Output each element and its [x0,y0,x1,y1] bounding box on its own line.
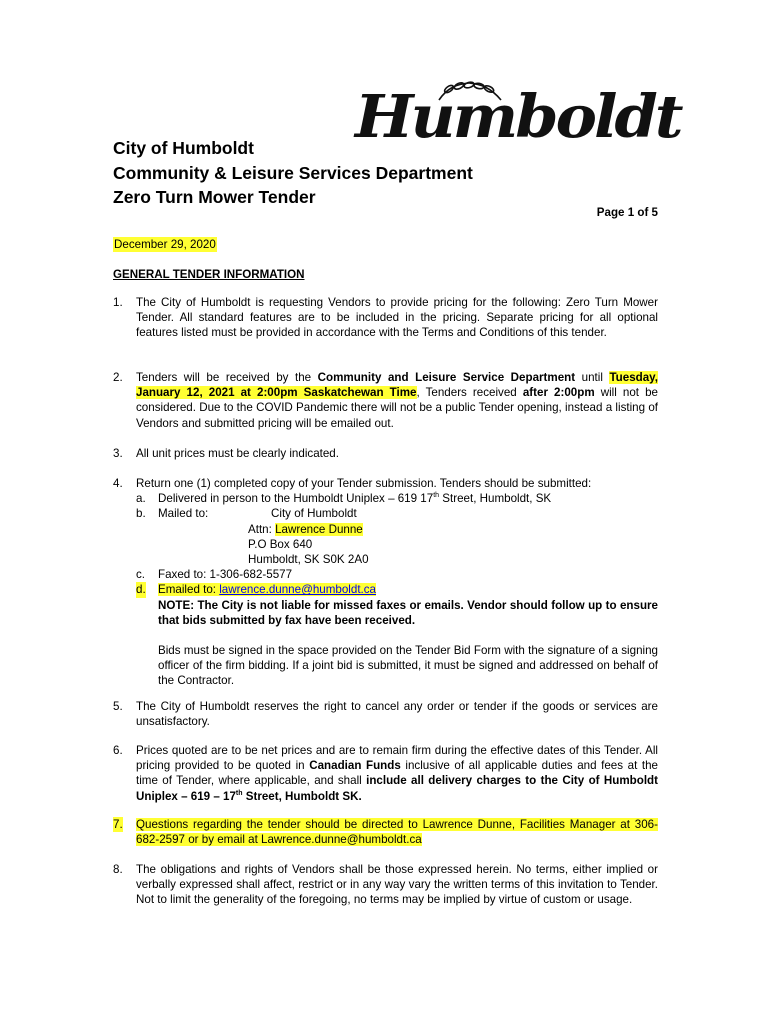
page-number: Page 1 of 5 [596,206,658,219]
item-text: The City of Humboldt reserves the right to cancel any order or tender if the goods or services are unsatisfactory. [136,700,658,729]
section-heading: GENERAL TENDER INFORMATION [113,268,305,281]
item-number: 3. [113,447,123,460]
item-text: The obligations and rights of Vendors shall be those expressed herein. No terms, either implied or verbally expressed shall affect, restrict or in any way vary the written terms of this invitation to Tender. Not to limit the generality of the foregoing, no terms may be implied by virtue of custom or usage. [136,863,658,907]
mailing-address-box: P.O Box 640 [248,537,313,551]
fax-email-note: NOTE: The City is not liable for missed faxes or emails. Vendor should follow up to ensure that bids submitted by fax have been received. [158,598,658,627]
item-text [136,817,658,847]
list-item-8 [113,862,658,908]
sub-item-b: b. Mailed to: City of Humboldt [136,507,357,521]
mailing-address-line-1: City of Humboldt [271,507,357,521]
list-item-1 [113,295,658,341]
item-number: 2. [113,371,123,384]
item-number: 1. [113,296,123,309]
department-name: Community and Leisure Service Department [317,371,576,384]
email-link[interactable]: lawrence.dunne@humboldt.ca [219,583,377,597]
deadline-highlight: Tuesday, January 12, 2021 at 2:00pm Saskatchewan Time [136,371,658,400]
list-item-7 [113,817,658,847]
item-text: Return one (1) completed copy of your Tender submission. Tenders should be submitted: [136,477,592,490]
title-line-city: City of Humboldt [113,138,254,158]
sub-item-a: a. Delivered in person to the Humboldt Uniplex – 619 17th Street, Humboldt, SK [136,492,552,506]
document-date: December 29, 2020 [114,238,216,251]
item-number: 6. [113,744,123,757]
title-line-department: Community & Leisure Services Department [113,162,473,183]
bid-signing-note: Bids must be signed in the space provided on the Tender Bid Form with the signature of a signing officer of the firm bidding. If a joint bid is submitted, it must be signed and addressed on behalf of the Contractor. [158,644,658,688]
item-number: 5. [113,700,123,713]
list-item-2 [113,370,658,431]
questions-contact-highlight: Questions regarding the tender should be directed to Lawrence Dunne, Facilities Manager at 306-682-2597 or by email at Lawrence.dunne@humboldt.ca [136,818,658,847]
contact-name: Lawrence Dunne [275,522,363,536]
mailing-address-attn: Attn: Lawrence Dunne [248,522,363,536]
logo-wordmark: Humboldt [355,81,681,152]
item-text: Tenders will be received by the Community and Leisure Service Department until Tuesday, January 12, 2021 at 2:00pm Saskatchewan Time, Tenders received after 2:00pm will not be considered. Due to the COVID Pandemic there will not be a public Tender opening, instead a listing of Vendors and submitted pricing will be emailed out. [136,371,659,430]
list-item-3 [113,446,658,461]
mailing-address-city: Humboldt, SK S0K 2A0 [248,553,369,567]
item-number: 7. [113,818,123,831]
item-text: Prices quoted are to be net prices and are to remain firm during the effective dates of this Tender. All pricing provided to be quoted in Canadian Funds inclusive of all applicable duties and fees at the time of Tender, where applicable, and shall include all delivery charges to the City of Humboldt Uniplex – 619 – 17th Street, Humboldt SK. [136,744,658,803]
after-time: after 2:00pm [522,386,595,400]
item-text: All unit prices must be clearly indicated. [136,447,339,460]
item-number: 4. [113,477,123,490]
item-text: The City of Humboldt is requesting Vendors to provide pricing for the following: Zero Turn Mower Tender. All standard features are to be included in the pricing. Separate pricing for all optional features listed must be provided in accordance with the Terms and Conditions of this tender. [136,296,658,340]
sub-item-c: c. Faxed to: 1-306-682-5577 [136,568,293,582]
document-title [113,136,473,210]
title-line-tender: Zero Turn Mower Tender [113,187,316,207]
list-item-6 [113,743,658,804]
list-item-4 [113,476,658,689]
item-number: 8. [113,863,123,876]
list-item-5 [113,699,658,729]
canadian-funds: Canadian Funds [309,759,401,773]
sub-item-d: d. Emailed to: lawrence.dunne@humboldt.ca [136,583,377,597]
